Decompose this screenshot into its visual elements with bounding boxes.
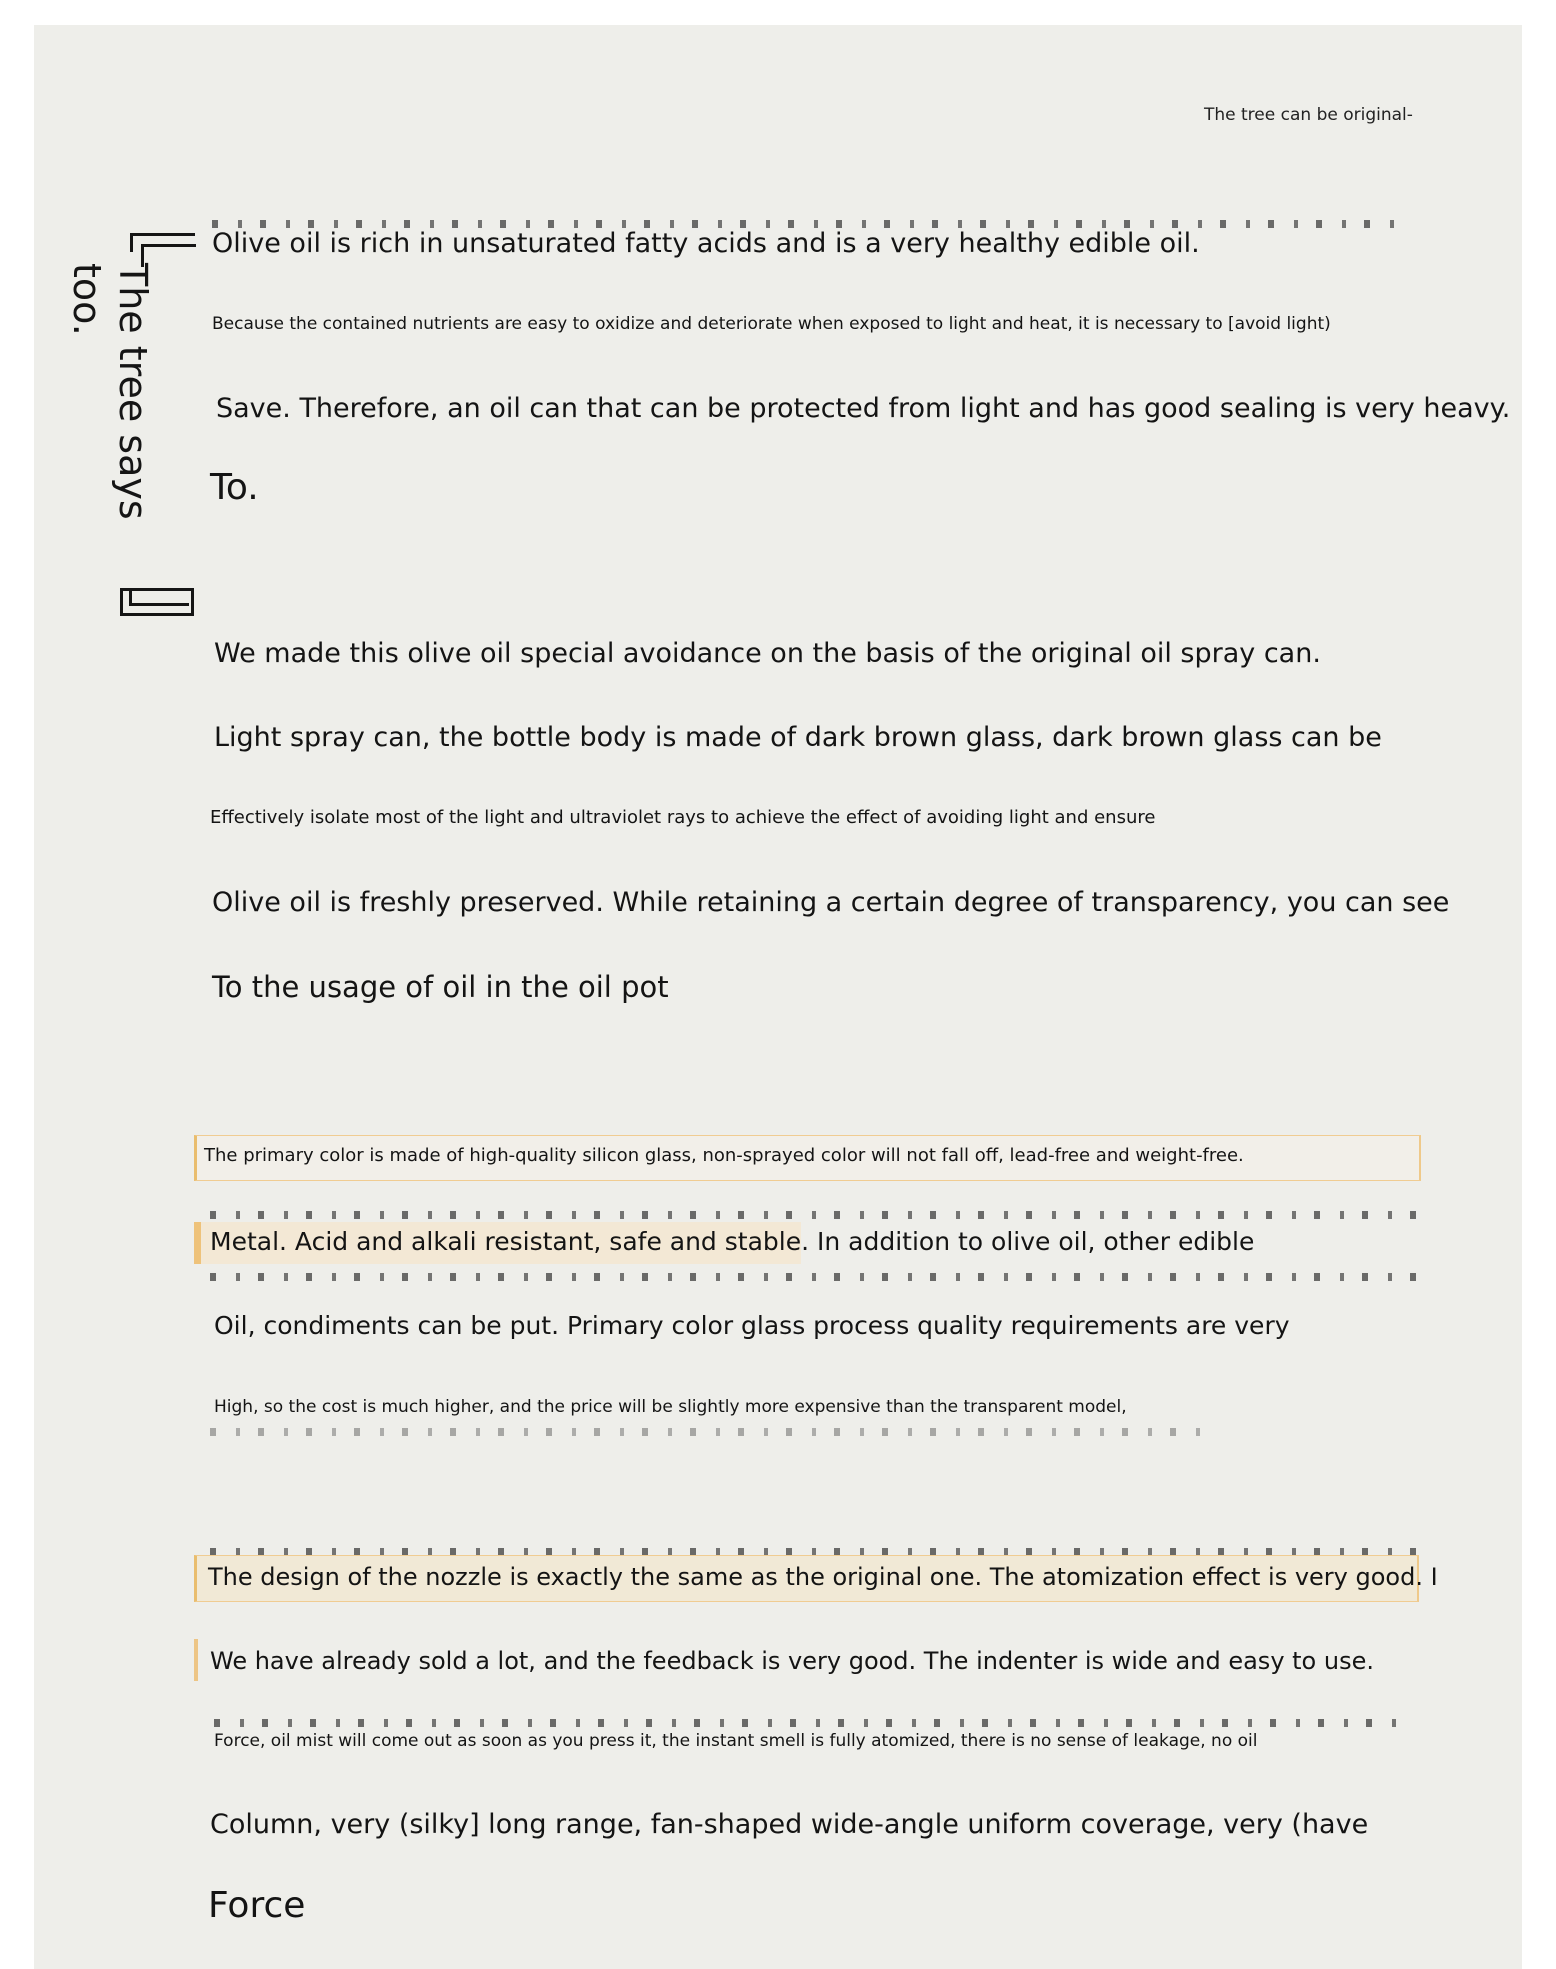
faint-text-strokes [210, 1211, 1416, 1219]
section1-line-2: Because the contained nutrients are easy to oxidize and deteriorate when exposed to light and heat, it is necessary to [avoid light) [212, 314, 1331, 334]
faint-text-strokes [210, 1428, 1210, 1436]
section4-line-3: Force, oil mist will come out as soon as you press it, the instant smell is fully atomized, there is no sense of leakage, no oil [214, 1731, 1258, 1751]
close-bracket-mark [120, 588, 194, 616]
faint-text-strokes [212, 220, 1402, 228]
section2-line-2: Light spray can, the bottle body is made of dark brown glass, dark brown glass can be [214, 722, 1382, 753]
section3-line-3: Oil, condiments can be put. Primary color glass process quality requirements are very [214, 1311, 1290, 1340]
section2-line-5: To the usage of oil in the oil pot [212, 970, 669, 1004]
section1-line-1: Olive oil is rich in unsaturated fatty acids and is a very healthy edible oil. [212, 228, 1200, 259]
header-note: The tree can be original- [1204, 105, 1413, 125]
side-title: The tree says too. [65, 263, 155, 520]
section4-line-4: Column, very (silky] long range, fan-shaped wide-angle uniform coverage, very (have [210, 1809, 1369, 1840]
highlight-box [194, 1639, 198, 1681]
section4-line-1: The design of the nozzle is exactly the same as the original one. The atomization effect is very good. I [208, 1563, 1438, 1591]
section2-line-4: Olive oil is freshly preserved. While retaining a certain degree of transparency, you can see [212, 887, 1450, 918]
faint-text-strokes [214, 1719, 1404, 1727]
section2-line-3: Effectively isolate most of the light and ultraviolet rays to achieve the effect of avoiding light and ensure [210, 807, 1156, 828]
section2-line-1: We made this olive oil special avoidance on the basis of the original oil spray can. [214, 638, 1321, 669]
document-page [34, 25, 1522, 1969]
faint-text-strokes [210, 1273, 1416, 1281]
section1-line-4: To. [210, 467, 259, 508]
section4-line-5: Force [208, 1885, 306, 1926]
section1-line-3: Save. Therefore, an oil can that can be protected from light and has good sealing is very heavy. [216, 393, 1511, 424]
open-bracket-mark [130, 233, 195, 252]
section3-line-4: High, so the cost is much higher, and the price will be slightly more expensive than the transparent model, [214, 1397, 1127, 1417]
section3-line-1: The primary color is made of high-quality silicon glass, non-sprayed color will not fall off, lead-free and weight-free. [204, 1145, 1244, 1166]
section3-line-2: Metal. Acid and alkali resistant, safe and stable. In addition to olive oil, other edible [210, 1227, 1255, 1256]
section4-line-2: We have already sold a lot, and the feedback is very good. The indenter is wide and easy to use. [210, 1647, 1374, 1675]
